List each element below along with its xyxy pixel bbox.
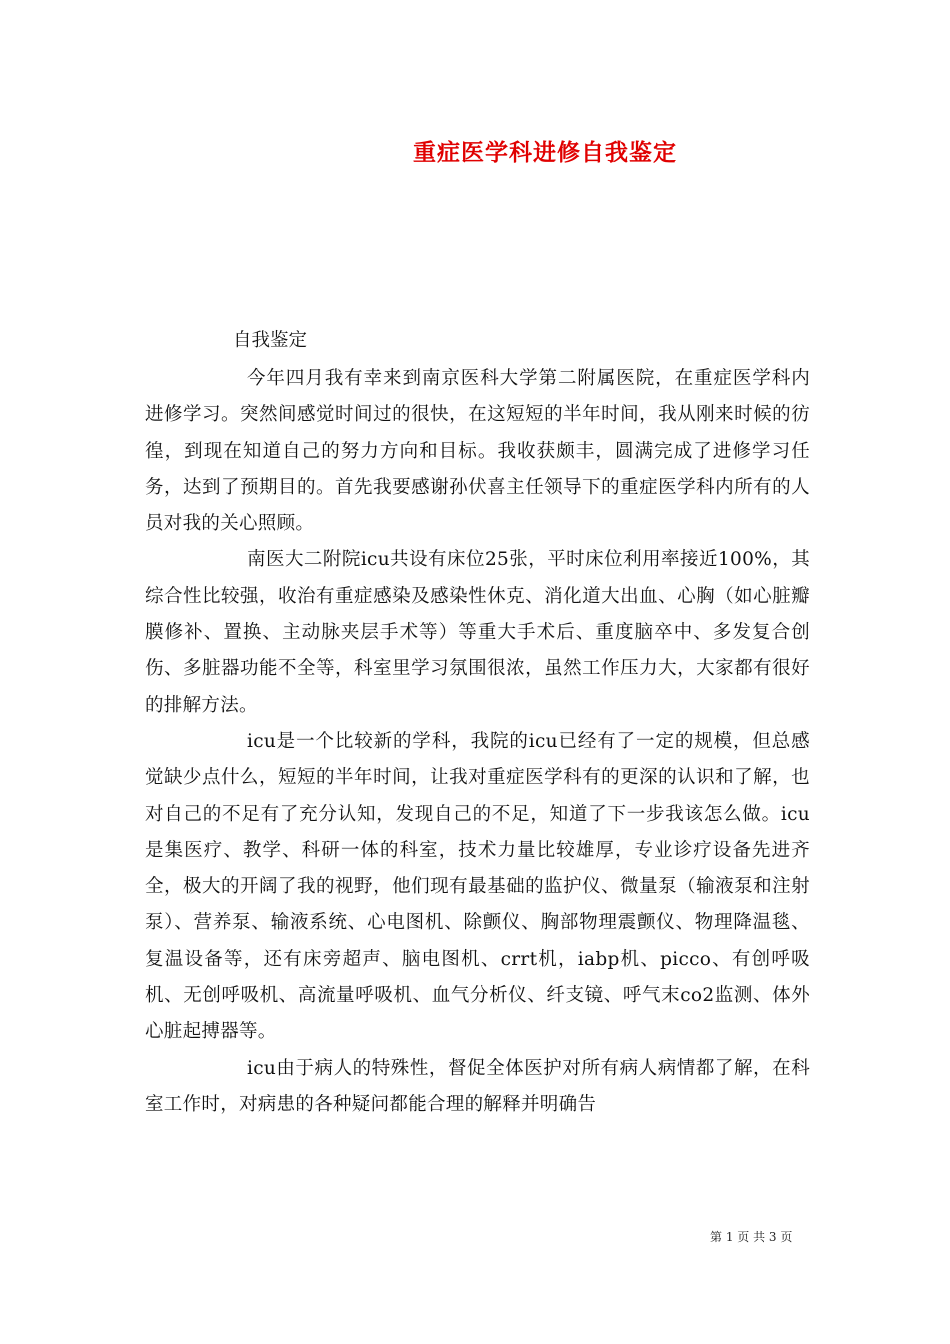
paragraph: icu由于病人的特殊性，督促全体医护对所有病人病情都了解，在科室工作时，对病患的各种疑问都能合理的解释并明确告: [145, 1057, 810, 1115]
paragraph: 南医大二附院icu共设有床位25张，平时床位利用率接近100%，其综合性比较强，收治有重症感染及感染性休克、消化道大出血、心胸（如心脏瓣膜修补、置换、主动脉夹层手术等）等重大手术后、重度脑卒中、多发复合创伤、多脏器功能不全等，科室里学习氛围很浓，虽然工作压力大，大家都有很好的排解方法。: [145, 549, 810, 716]
section-label: 自我鉴定: [233, 330, 308, 351]
page-footer: 第 1 页 共 3 页: [710, 1230, 793, 1244]
paragraph: 今年四月我有幸来到南京医科大学第二附属医院，在重症医学科内进修学习。突然间感觉时间过的很快，在这短短的半年时间，我从刚来时候的彷徨，到现在知道自己的努力方向和目标。我收获颇丰，圆满完成了进修学习任务，达到了预期目的。首先我要感谢孙伏喜主任领导下的重症医学科内所有的人员对我的关心照顾。: [145, 368, 810, 535]
document-title: 重症医学科进修自我鉴定: [413, 139, 677, 166]
paragraph: icu是一个比较新的学科，我院的icu已经有了一定的规模，但总感觉缺少点什么，短短的半年时间，让我对重症医学科有的更深的认识和了解，也对自己的不足有了充分认知，发现自己的不足，知道了下一步我该怎么做。icu是集医疗、教学、科研一体的科室，技术力量比较雄厚，专业诊疗设备先进齐全，极大的开阔了我的视野，他们现有最基础的监护仪、微量泵（输液泵和注射泵）、营养泵、输液系统、心电图机、除颤仪、胸部物理震颤仪、物理降温毯、复温设备等，还有床旁超声、脑电图机、crrt机，iabp机、picco、有创呼吸机、无创呼吸机、高流量呼吸机、血气分析仪、纤支镜、呼气末co2监测、体外心脏起搏器等。: [145, 730, 810, 1043]
document-body: [145, 361, 810, 1123]
